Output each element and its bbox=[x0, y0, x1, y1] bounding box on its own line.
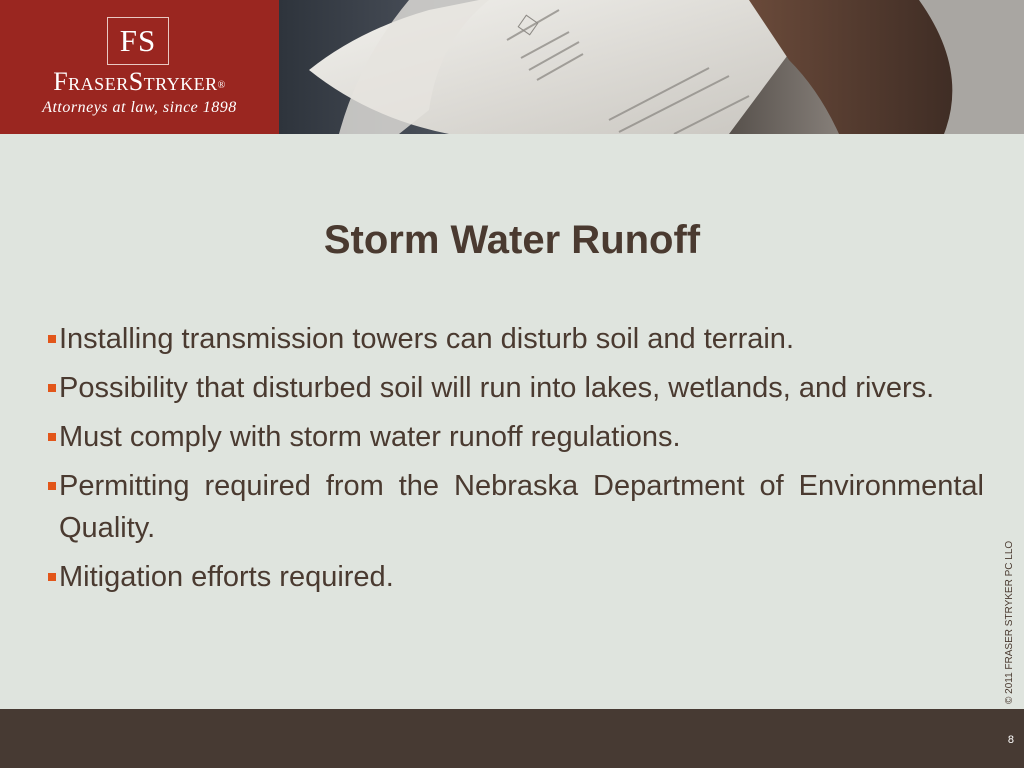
bullet-list bbox=[46, 318, 984, 605]
list-item bbox=[46, 556, 984, 598]
list-item bbox=[46, 367, 984, 409]
slide-title: Storm Water Runoff bbox=[323, 218, 701, 262]
bullet-text: Possibility that disturbed soil will run into lakes, wetlands, and rivers. bbox=[59, 372, 935, 404]
square-bullet-icon bbox=[48, 482, 56, 490]
logo-name: FraserStryker bbox=[53, 67, 218, 96]
bullet-text: Installing transmission towers can disturb soil and terrain. bbox=[59, 323, 794, 355]
page-number: 8 bbox=[1007, 734, 1014, 746]
logo-tagline: Attorneys at law, since 1898 bbox=[42, 99, 237, 116]
square-bullet-icon bbox=[48, 384, 56, 392]
square-bullet-icon bbox=[48, 573, 56, 581]
header-photo bbox=[279, 0, 1024, 134]
bullet-text: Mitigation efforts required. bbox=[59, 561, 394, 593]
list-item bbox=[46, 465, 984, 549]
bullet-text: Permitting required from the Nebraska Department of Environmental Quality. bbox=[59, 470, 984, 544]
slide-header bbox=[0, 0, 1024, 134]
slide-footer bbox=[0, 709, 1024, 768]
logo-wordmark bbox=[0, 68, 279, 96]
logo-monogram: FS bbox=[107, 17, 169, 65]
square-bullet-icon bbox=[48, 433, 56, 441]
copyright-notice: © 2011 FRASER STRYKER PC LLO bbox=[1004, 540, 1015, 704]
square-bullet-icon bbox=[48, 335, 56, 343]
list-item bbox=[46, 318, 984, 360]
document-photo-illustration bbox=[279, 0, 1024, 134]
registered-mark: ® bbox=[217, 80, 226, 91]
bullet-text: Must comply with storm water runoff regulations. bbox=[59, 421, 681, 453]
firm-logo bbox=[0, 0, 279, 134]
list-item bbox=[46, 416, 984, 458]
